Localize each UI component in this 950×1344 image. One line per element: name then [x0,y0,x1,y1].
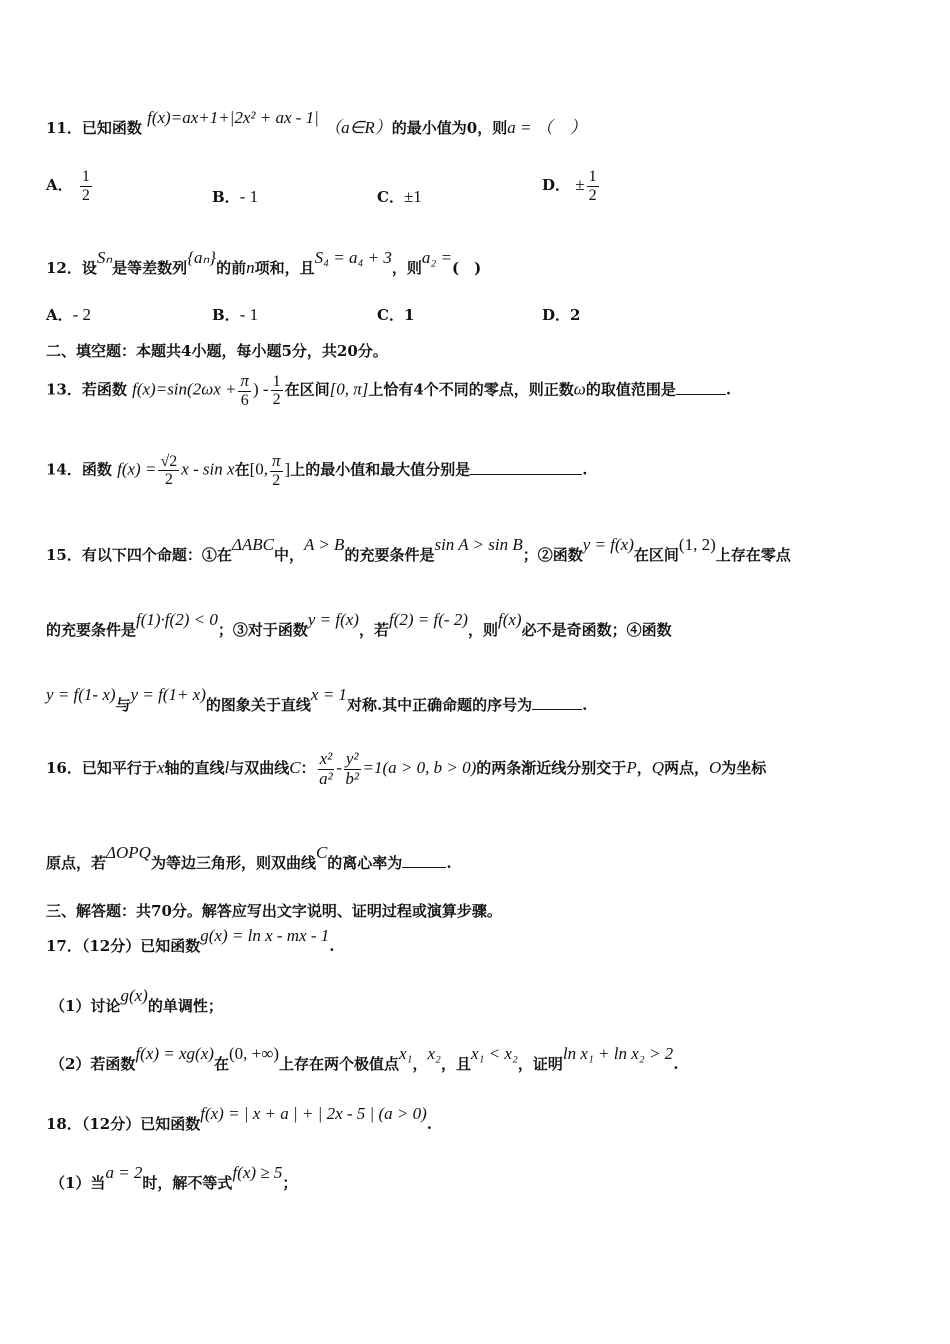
q15-line-2: 的充要条件是f(1)·f(2) < 0；③对于函数y = f(x)，若f(2) = f(- 2)，则f(x)必不是奇函数；④函数 [46,610,672,639]
section-3-heading: 三、解答题：共70分。解答应写出文字说明、证明过程或演算步骤。 [46,902,502,920]
q15-answer-blank[interactable] [532,709,582,710]
q14-answer-blank[interactable] [470,474,582,475]
q12-option-b[interactable]: B．- 1 [212,305,259,324]
q14-stem: 14．函数 f(x) = $\frac{√2}{2}$ x - sin x在[0, $\frac{\pi}{2}$ ]上的最小值和最大值分别是 . [46,451,588,489]
q12-stem: 12．设Sₙ是等差数列{aₙ}的前n项和，且S₄ = a₄ + 3，则a₂ =( ) [46,248,482,277]
q17-stem: 17．（12分）已知函数g(x) = ln x - mx - 1. [46,926,335,955]
q12-option-d[interactable]: D．2 [542,306,581,324]
q11-formula: f(x)=ax+1+|2x² + ax - 1| [147,108,319,127]
q12-option-a[interactable]: A．- 2 [46,305,92,324]
q18-part-1: （1）当a = 2时，解不等式f(x) ≥ 5； [50,1163,298,1192]
q13-answer-blank[interactable] [676,394,726,395]
q11-option-a[interactable]: A． $\frac{1}{2}$ [46,168,90,204]
q17-part-2: （2）若函数f(x) = xg(x)在(0, +∞)上存在两个极值点x₁，x₂，且x₁ < x₂，证明ln x₁ + ln x₂ > 2. [50,1044,679,1073]
q16-line-2: 原点，若ΔOPQ为等边三角形，则双曲线C的离心率为 . [46,843,452,872]
q12-option-c[interactable]: C．1 [377,306,415,324]
q11-option-b[interactable]: B．- 1 [212,187,259,206]
section-2-heading: 二、填空题：本题共4小题，每小题5分，共20分。 [46,342,388,360]
q15-line-3: y = f(1- x)与y = f(1+ x)的图象关于直线x = 1对称.其中正确命题的序号为 . [46,685,588,714]
q17-part-1: （1）讨论g(x)的单调性； [50,986,223,1015]
q11-cond: （a∈R） [324,118,392,137]
q15-line-1: 15．有以下四个命题：①在ΔABC中，A > B的充要条件是sin A > sin B；②函数y = f(x)在区间(1, 2)上存在零点 [46,535,791,564]
q16-answer-blank[interactable] [402,867,446,868]
q11-option-d[interactable]: D． ± $\frac{1}{2}$ [542,168,597,204]
q11-stem: 11．已知函数 f(x)=ax+1+|2x² + ax - 1| （a∈R）的最小值为0，则a = （ ） [46,108,587,137]
q18-stem: 18．（12分）已知函数f(x) = | x + a | + | 2x - 5 | (a > 0). [46,1104,432,1133]
q11-option-c[interactable]: C．±1 [377,187,422,206]
q13-stem: 13．若函数 f(x)=sin(2ωx + $\frac{\pi}{6}$ ) - $\frac{1}{2}$ 在区间[0, π]上恰有4个不同的零点，则正数ω的取值范围是 . [46,371,732,409]
q16-line-1: 16．已知平行于x轴的直线l与双曲线C： $\frac{\text{x²}}{\text{a²}}$ - $\frac{\text{y²}}{\text{b²}}$ =1(a > 0, b > 0)的两条渐近线分别交于P，Q两点，O为坐标 [46,749,767,788]
